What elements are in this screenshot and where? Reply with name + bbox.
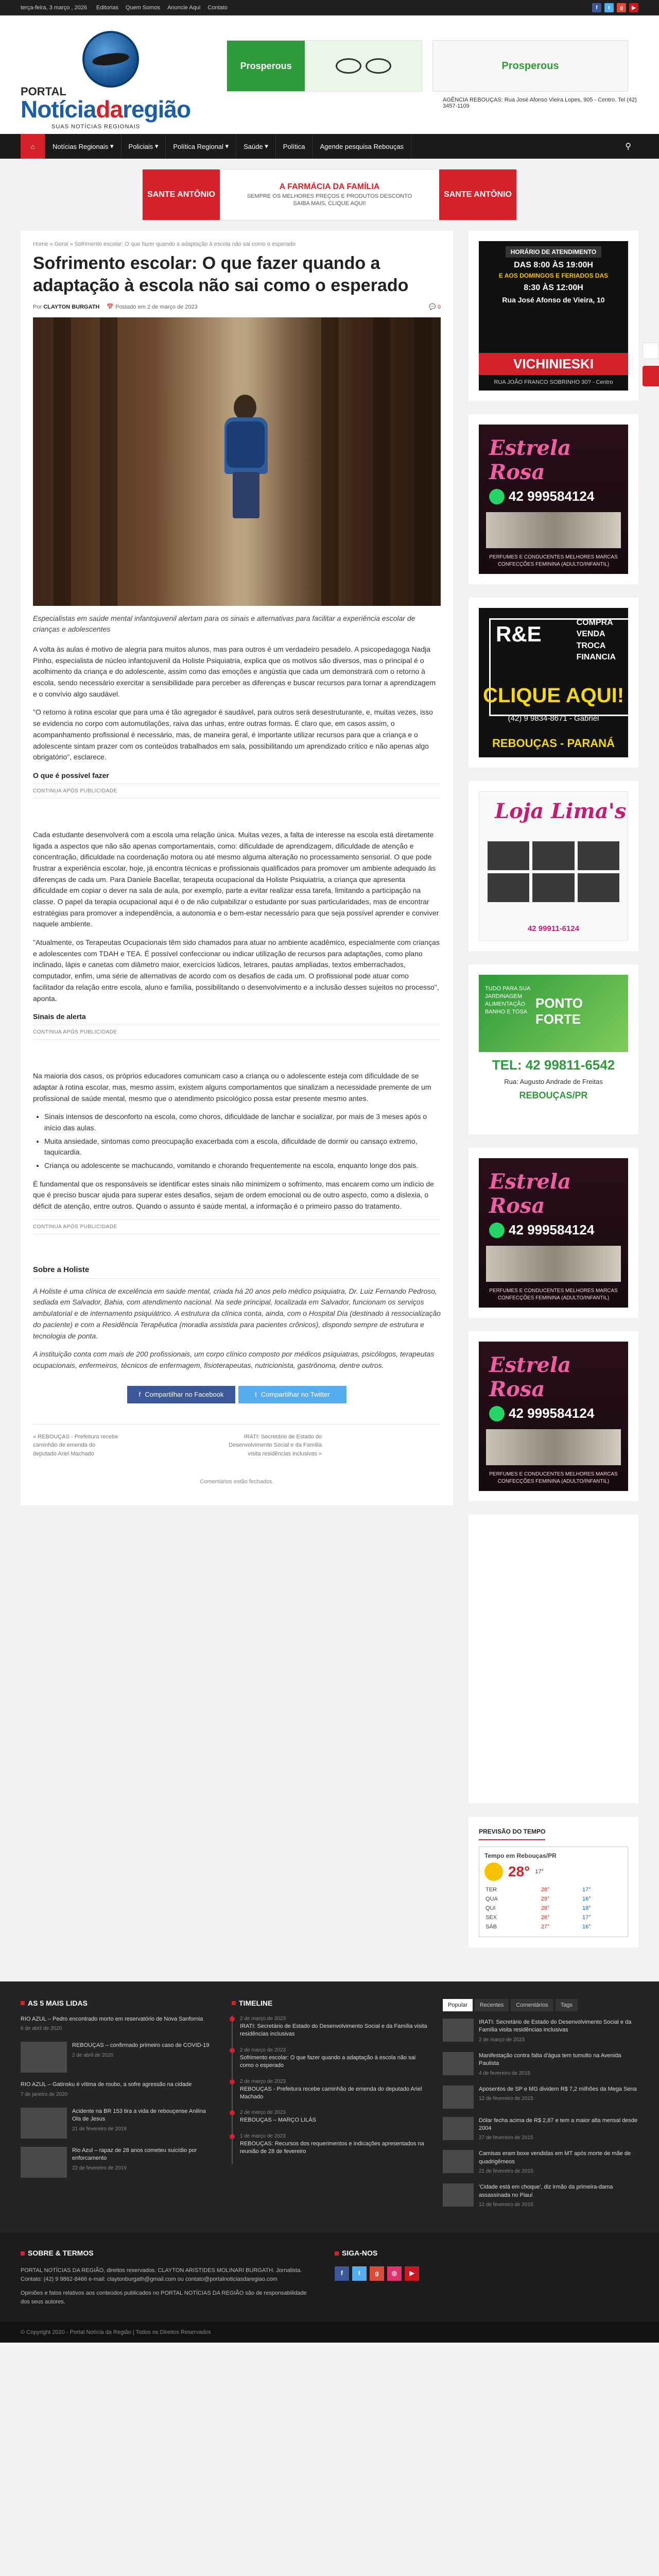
popular-item[interactable]: Dólar fecha acima de R$ 2,87 e tem a maior alta mensal desde 2004 27 de fevereiro de 2015 — [443, 2117, 638, 2142]
nav-policiais[interactable]: Policiais ▾ — [122, 134, 166, 159]
paragraph: "O retorno à rotina escolar que para uma é tão agregador é saudável, para outros será desestruturante, e, muitas vezes, isso se evidencia no corpo com automutilações, raiva das unhas, entre outras formas. É claro que, em casos assim, o acompanhamento profissional é necessário, mas, de maneira geral, é importante utilizar recursos para que a criança e o adolescente sintam prazer com os conteúdos trabalhados em sala, possibilitando um aprendizado crítico e não apenas algo obrigatório", esclarece. — [33, 708, 433, 761]
timeline-column — [232, 1999, 427, 2217]
post-date: 📅 Postado em 2 de março de 2023 — [107, 304, 198, 310]
sidebar-ad-box — [469, 414, 638, 584]
breadcrumb: Home » Geral » Sofrimento escolar: O que fazer quando a adaptação à escola não sai como o esperado — [33, 241, 296, 247]
about-terms-title: SOBRE & TERMOS — [28, 2248, 94, 2257]
about-paragraph: A instituição conta com mais de 200 profissionais, um corpo clínico composto por médicos psiquiatras, psicólogos, terapeutas ocupacionais, enfermeiros, técnicos de enfermagem, fisioterapeutas, nutricionista, gastrônoma, dentre outros. — [33, 1350, 435, 1369]
most-read-item[interactable]: RIO AZUL – Gatinsku é vítima de roubo, a sofre agressão na cidade 7 de janeiro de 2020 — [21, 2081, 192, 2097]
forecast-row: QUI 28° 18° — [485, 1905, 591, 1911]
timeline-item[interactable]: 2 de março de 2023 IRATI: Secretário de Estado do Desenvolvimento Social e da Família visita residências inclusivas — [232, 2015, 427, 2047]
weather-box — [479, 1846, 628, 1937]
logo-slogan: SUAS NOTÍCIAS REGIONAIS — [51, 124, 141, 130]
next-post-link[interactable]: IRATI: Secretário de Estado do Desenvolvimento Social e da Família visita residências inclusivas » — [229, 1433, 322, 1457]
paragraph: Cada estudante desenvolverá com a escola uma relação única. Muitas vezes, a falta de interesse na escola está diretamente ligada a aspectos que não são apenas comportamentais, como: dificuldade de aprendizagem, dificuldade de atenção e concentração, dificuldade na coordenação motora ou até mesmo alguma alteração no processamento sensorial. O que pode frustrar a experiência escolar, hoje, já encontra técnicas e profissionais qualificados para promover um ambiente adequado às diferenças de cada um. Para Daniele Bacellar, terapeuta ocupacional da Holiste Psiquiatria, a criança que apresenta dificuldade em copiar o dever na sala de aula, por exemplo, parte a evitar realizar essa tarefa, limitando a participação na classe. O papel da terapia ocupacional aqui é o de não culpabilizar o estudante por suas particularidades, mas de encontrar estratégias para promover a independência, a autonomia e o bem-estar necessário para que seja possível aprender e conviver naquele ambiente. — [33, 830, 439, 928]
timeline-item[interactable]: 2 de março de 2023 REBOUÇAS - Prefeitura recebe caminhão de emenda do deputado Ariel Machado — [232, 2078, 427, 2110]
follow-us — [335, 2248, 623, 2307]
header-ads — [227, 40, 628, 92]
share-twitter-button[interactable]: t Compartilhar no Twitter — [238, 1386, 346, 1403]
top-link-quem-somos[interactable]: Quem Somos — [125, 5, 161, 11]
nav-politica-regional[interactable]: Política Regional ▾ — [166, 134, 236, 159]
site-logo[interactable] — [21, 31, 190, 129]
twitter-icon[interactable]: t — [604, 3, 614, 12]
article — [21, 231, 453, 1505]
tab-popular[interactable]: Popular — [443, 1999, 473, 2011]
main-nav — [0, 134, 659, 159]
popular-item[interactable]: IRATI: Secretário de Estado do Desenvolvimento Social e da Família visita residências inclusivas 2 de março de 2023 — [443, 2019, 638, 2044]
top-bar — [0, 0, 659, 15]
timeline-item[interactable]: 2 de março de 2023 Sofrimento escolar: O que fazer quando a adaptação à escola não sai como o esperado — [232, 2047, 427, 2078]
nav-noticias-regionais[interactable]: Notícias Regionais ▾ — [45, 134, 122, 159]
article-image — [33, 317, 441, 606]
top-link-editorias[interactable]: Editorias — [96, 5, 118, 11]
logo-word-portal: PORTAL — [21, 85, 66, 98]
tab-comentarios[interactable]: Comentários — [511, 1999, 553, 2011]
list-item: • Sinais intensos de desconforto na escola, como choros, dificuldade de lanchar e socializar, por mais de 3 meses após o início das aulas. — [44, 1111, 441, 1133]
forecast-row: SEX 26° 17° — [485, 1914, 591, 1921]
tabs-column — [443, 1999, 638, 2217]
header-ad-left[interactable]: Prosperous — [227, 40, 422, 92]
ponto-forte-ad[interactable]: TUDO PARA SUA JARDINAGEM ALIMENTAÇÃO BANHO E TOSA PONTO FORTE TEL: 42 99811-6542 Rua: Augusto Andrade de Freitas REBOUÇAS/PR — [479, 975, 628, 1124]
child-backpack-figure — [214, 395, 276, 523]
re-multimarcas-ad[interactable]: R&E COMPRA VENDA TROCA FINANCIA CLIQUE AQUI! (42) 9 9834-8671 - Gabriel REBOUÇAS - PARANÁ — [479, 608, 628, 757]
youtube-icon[interactable]: ▶ — [629, 3, 638, 12]
ad-notice: CONTINUA APÓS PUBLICIDADE — [33, 784, 441, 799]
popular-item[interactable]: Aposentos de SP e MG dividem R$ 7,2 milhões da Mega Sena 12 de fevereiro de 2015 — [443, 2086, 638, 2109]
recaptcha-badge[interactable] — [643, 343, 659, 359]
paragraph: "Atualmente, os Terapeutas Ocupacionais têm sido chamados para atuar no ambiente acadêmico, especialmente com crianças e adolescentes com TDAH e TEA. É possível confeccionar ou indicar utilização de recursos para adaptações, como plano inclinado, lápis e canetas com diâmetro maior, exercícios lúdicos, letrares, pautas ampliadas, textos emberrachados, computador, enfim, uma série de alternativas de acordo com os desafios de cada um. O profissional pode atuar como facilitador da relação entre escola, aluno e família, possibilitando o desenvolvimento e a inclusão desses sujeitos no processo", aponta. — [33, 938, 440, 1003]
sidebar-ad-box — [469, 1331, 638, 1501]
globe-eye-icon — [82, 31, 139, 88]
instagram-icon[interactable]: ◎ — [387, 2266, 402, 2281]
share-buttons — [33, 1386, 441, 1403]
pharmacy-banner-ad[interactable]: SANTE ANTÔNIO A FARMÁCIA DA FAMÍLIA SEMPRE OS MELHORES PREÇOS E PRODUTOS DESCONTO SAIBA MAIS, CLIQUE AQUI! SANTE ANTÔNIO — [142, 169, 517, 221]
about-terms-text: PORTAL NOTÍCIAS DA REGIÃO, direitos reservados. CLAYTON ARISTIDES MOLINARI BURGATH. Jornalista. Contato: (42) 9 9862-8466 e-mail: claytonburgath@gmail.com ou contato@portalnoticiasdaregiao.com — [21, 2267, 302, 2282]
most-read-item[interactable]: Acidente na BR 153 tira a vida de rebouçense Anilina Ola de Jesus 21 de fevereiro de 2019 — [21, 2108, 216, 2139]
section-heading: Sinais de alerta — [33, 1012, 86, 1021]
header-address: AGÊNCIA REBOUÇAS: Rua José Afonso Vieira Lopes, 905 - Centro. Tel (42) 3457-1109 — [443, 97, 637, 109]
popular-item[interactable]: 'Cidade está em choque', diz irmão da primeira-dama assassinada no Piauí 12 de fevereiro de 2015 — [443, 2183, 638, 2209]
weather-city: Tempo em Rebouças/PR — [484, 1852, 557, 1859]
estrela-rosa-ad[interactable]: Estrela Rosa 42 999584124 PERFUMES E CONDUCENTES MELHORES MARCAS CONFECÇÕES FEMININA (ADULTO/INFANTIL) — [479, 1342, 628, 1491]
scroll-top-button[interactable] — [643, 366, 659, 386]
most-read-column — [21, 1999, 216, 2217]
tab-recentes[interactable]: Recentes — [475, 1999, 509, 2011]
sidebar-ad-box — [469, 964, 638, 1134]
top-social — [592, 3, 638, 12]
twitter-icon: t — [255, 1391, 257, 1399]
whatsapp-icon — [489, 489, 505, 504]
sun-icon — [484, 1862, 503, 1881]
forecast-row: TER 28° 17° — [485, 1887, 591, 1893]
loja-limas-ad[interactable]: Loja Lima's 42 99911-6124 — [479, 791, 628, 941]
popular-item[interactable]: Camisas eram boxe vendidas em MT após morte de mãe de quadrigêmeos 21 de fevereiro de 2015 — [443, 2150, 638, 2175]
top-link-anuncie[interactable]: Anuncie Aqui — [167, 5, 201, 11]
comments-closed: Comentários estão fechados. — [200, 1479, 274, 1485]
vichinieski-ad[interactable]: HORÁRIO DE ATENDIMENTO DAS 8:00 ÀS 19:00H E AOS DOMINGOS E FERIADOS DAS 8:30 ÀS 12:00H Rua José Afonso de Vieira, 10 VICHINIESKI RUA JOÃO FRANCO SOBRINHO 30? - Centro — [479, 241, 628, 391]
tab-tags[interactable]: Tags — [556, 1999, 578, 2011]
article-title: Sofrimento escolar: O que fazer quando a adaptação à escola não sai como o esperado — [33, 253, 409, 295]
most-read-item[interactable]: REBOUÇAS – confirmado primeiro caso de COVID-19 2 de abril de 2020 — [21, 2042, 216, 2073]
weather-widget — [469, 1817, 638, 1947]
list-item: • Criança ou adolescente se machucando, vomitando e chorando frequentemente na escola, enquanto longe dos pais. — [44, 1160, 441, 1172]
facebook-icon[interactable]: f — [592, 3, 601, 12]
youtube-icon[interactable]: ▶ — [405, 2266, 419, 2281]
sidebar-ad-box — [469, 231, 638, 401]
previous-post-link[interactable]: « REBOUÇAS - Prefeitura recebe caminhão de emenda do deputado Ariel Machado — [33, 1433, 118, 1457]
copyright-bar — [0, 2322, 659, 2343]
article-meta — [33, 303, 441, 310]
estrela-rosa-ad[interactable]: Estrela Rosa 42 999584124 PERFUMES E CONDUCENTES MELHORES MARCAS CONFECÇÕES FEMININA (ADULTO/INFANTIL) — [479, 425, 628, 574]
forecast-row: QUA 29° 16° — [485, 1896, 591, 1902]
author-link[interactable]: CLAYTON BURGATH — [43, 303, 100, 310]
footer-tabs — [443, 1999, 638, 2011]
bicycle-icon — [366, 58, 391, 74]
popular-item[interactable]: Manifestação contra falta d'água tem tumulto na Avenida Paulista 4 de fevereiro de 2015 — [443, 2052, 638, 2077]
nav-saude[interactable]: Saúde ▾ — [236, 134, 276, 159]
home-icon[interactable]: ⌂ — [21, 134, 45, 159]
google-plus-icon[interactable]: g — [617, 3, 626, 12]
footer-about — [0, 2232, 659, 2322]
whatsapp-icon — [489, 1406, 505, 1421]
footer-widgets — [0, 1981, 659, 2232]
weather-forecast — [484, 1885, 622, 1931]
author-info: Por CLAYTON BURGATH — [33, 303, 100, 310]
most-read-item[interactable]: RIO AZUL – Pedro encontrado morto em reservatório de Nova Sanfornia 6 de abril de 2020 — [21, 2016, 203, 2032]
terms-text: Opiniões e fatos relativos aos conteúdos publicados no PORTAL NOTÍCIAS DA REGIÃO são de responsabilidade dos seus autores. — [21, 2290, 307, 2305]
site-header — [0, 15, 659, 134]
twitter-icon[interactable]: t — [352, 2266, 367, 2281]
timeline-title: TIMELINE — [239, 1999, 273, 2007]
list-item: • Muita ansiedade, sintomas como preocupação exacerbada com a escola, dificuldade de dormir ou cansaço extremo, taquicardia. — [44, 1136, 441, 1158]
warning-signs-list — [44, 1111, 441, 1171]
logo-word-noticia: Notíciadaregião — [21, 96, 191, 123]
about-terms — [21, 2248, 309, 2307]
estrela-rosa-ad[interactable]: Estrela Rosa 42 999584124 PERFUMES E CONDUCENTES MELHORES MARCAS CONFECÇÕES FEMININA (ADULTO/INFANTIL) — [479, 1158, 628, 1308]
google-plus-icon[interactable]: g — [370, 2266, 384, 2281]
nav-agende[interactable]: Agende pesquisa Rebouças — [313, 134, 411, 159]
follow-us-title: SIGA-NOS — [342, 2248, 378, 2257]
paragraph: Na maioria dos casos, os próprios educadores comunicam caso a criança ou o adolescente esteja com dificuldade de se adaptar à rotina escolar, mas, mesmo assim, existem alguns comportamentos que sinalizam a necessidade premente de um profissional de saúde mental, mesmo que o atendimento psicológico possa estar presente mesmo antes. — [33, 1072, 431, 1103]
facebook-icon[interactable]: f — [335, 2266, 349, 2281]
forecast-row: SÁB 27° 16° — [485, 1924, 591, 1930]
timeline-item[interactable]: 1 de março de 2023 REBOUÇAS: Recursos dos requerimentos e indicações apresentados na reunião de 28 de fevereiro — [232, 2133, 427, 2164]
paragraph: A volta às aulas é motivo de alegria para muitos alunos, mas para outros é um verdadeiro pesadelo. A psicopedagoga Nadja Pinho, especialista de núcleo infantojuvenil da Holiste Psiquiatria, explica que os motivos são diversos, mas o principal é o acolhimento da criança e do adolescente, assim como das emoções e angústia que cada um demonstrará com o retorno à escola, sendo necessário exercitar a sensibilidade para perceber as diferenças e buscar recursos para tornar a aprendizagem e o convívio algo saudável. — [33, 645, 436, 698]
section-heading: O que é possível fazer — [33, 771, 109, 779]
sidebar-ad-box — [469, 1148, 638, 1318]
sidebar-empty-widget — [469, 1515, 638, 1803]
ad-notice: CONTINUA APÓS PUBLICIDADE — [33, 1219, 441, 1234]
post-navigation — [33, 1424, 441, 1459]
paragraph: É fundamental que os responsáveis se identificar estes sinais não minimizem o sofrimento, mas encarem como um indício de que é preciso buscar ajuda para superar estes desafios, sejam de ordem emocional ou de outro aspecto, como a dislexia, o déficit de atenção, entre outros. Quando o assunto é saúde mental, a informação é o primeiro passo do tratamento. — [33, 1179, 434, 1211]
footer-social — [335, 2266, 623, 2281]
sidebar-ad-box — [469, 781, 638, 951]
timeline-item[interactable]: 2 de março de 2023 REBOUÇAS – MARÇO LILÁS — [232, 2109, 427, 2132]
sidebar — [469, 231, 638, 1961]
search-icon[interactable]: ⚲ — [625, 142, 631, 151]
nav-politica[interactable]: Política — [276, 134, 313, 159]
header-ad-right[interactable]: Prosperous — [432, 40, 628, 92]
whatsapp-icon — [489, 1223, 505, 1238]
bicycle-icon — [336, 58, 361, 74]
current-date: terça-feira, 3 março , 2026 — [21, 5, 88, 11]
most-read-item[interactable]: Rio Azul – rapaz de 28 anos cometeu suicídio por enforcamento 22 de fevereiro de 2019 — [21, 2147, 216, 2178]
top-link-contato[interactable]: Contato — [207, 5, 228, 11]
share-facebook-button[interactable]: f Compartilhar no Facebook — [127, 1386, 235, 1403]
ad-notice: CONTINUA APÓS PUBLICIDADE — [33, 1025, 441, 1040]
comments-count[interactable]: 💬 0 — [429, 304, 441, 310]
about-heading: Sobre a Holiste — [33, 1265, 441, 1279]
sidebar-ad-box — [469, 598, 638, 768]
weather-now: 28° 17° — [484, 1862, 622, 1881]
top-links — [96, 5, 228, 11]
facebook-icon: f — [138, 1391, 141, 1399]
copyright-text: © Copyright 2020 - Portal Notícia da Região | Todos os Direitos Reservados — [21, 2329, 211, 2335]
about-paragraph: A Holiste é uma clínica de excelência em saúde mental, criada há 20 anos pelo médico psiquiatra, Dr. Luiz Fernando Pedroso, sediada em Salvador, Bahia, com atendimento nacional. Na sede principal, localizada em Salvador, funcionam os serviços ambulatorial e de internamento psiquiátrico. A estrutura da clínica conta, ainda, com o Hospital Dia (destinado à ressocialização do paciente) e com a Residência Terapêutica (moradia assistida para pacientes crônicos), dispondo sempre de estrutura e tecnologia de ponta. — [33, 1286, 441, 1340]
weather-title: PREVISÃO DO TEMPO — [479, 1828, 545, 1840]
image-caption: Especialistas em saúde mental infantojuvenil alertam para os sinais e alternativas para facilitar a experiência escolar de crianças e adolescentes — [33, 614, 415, 633]
most-read-title: AS 5 MAIS LIDAS — [28, 1999, 88, 2007]
